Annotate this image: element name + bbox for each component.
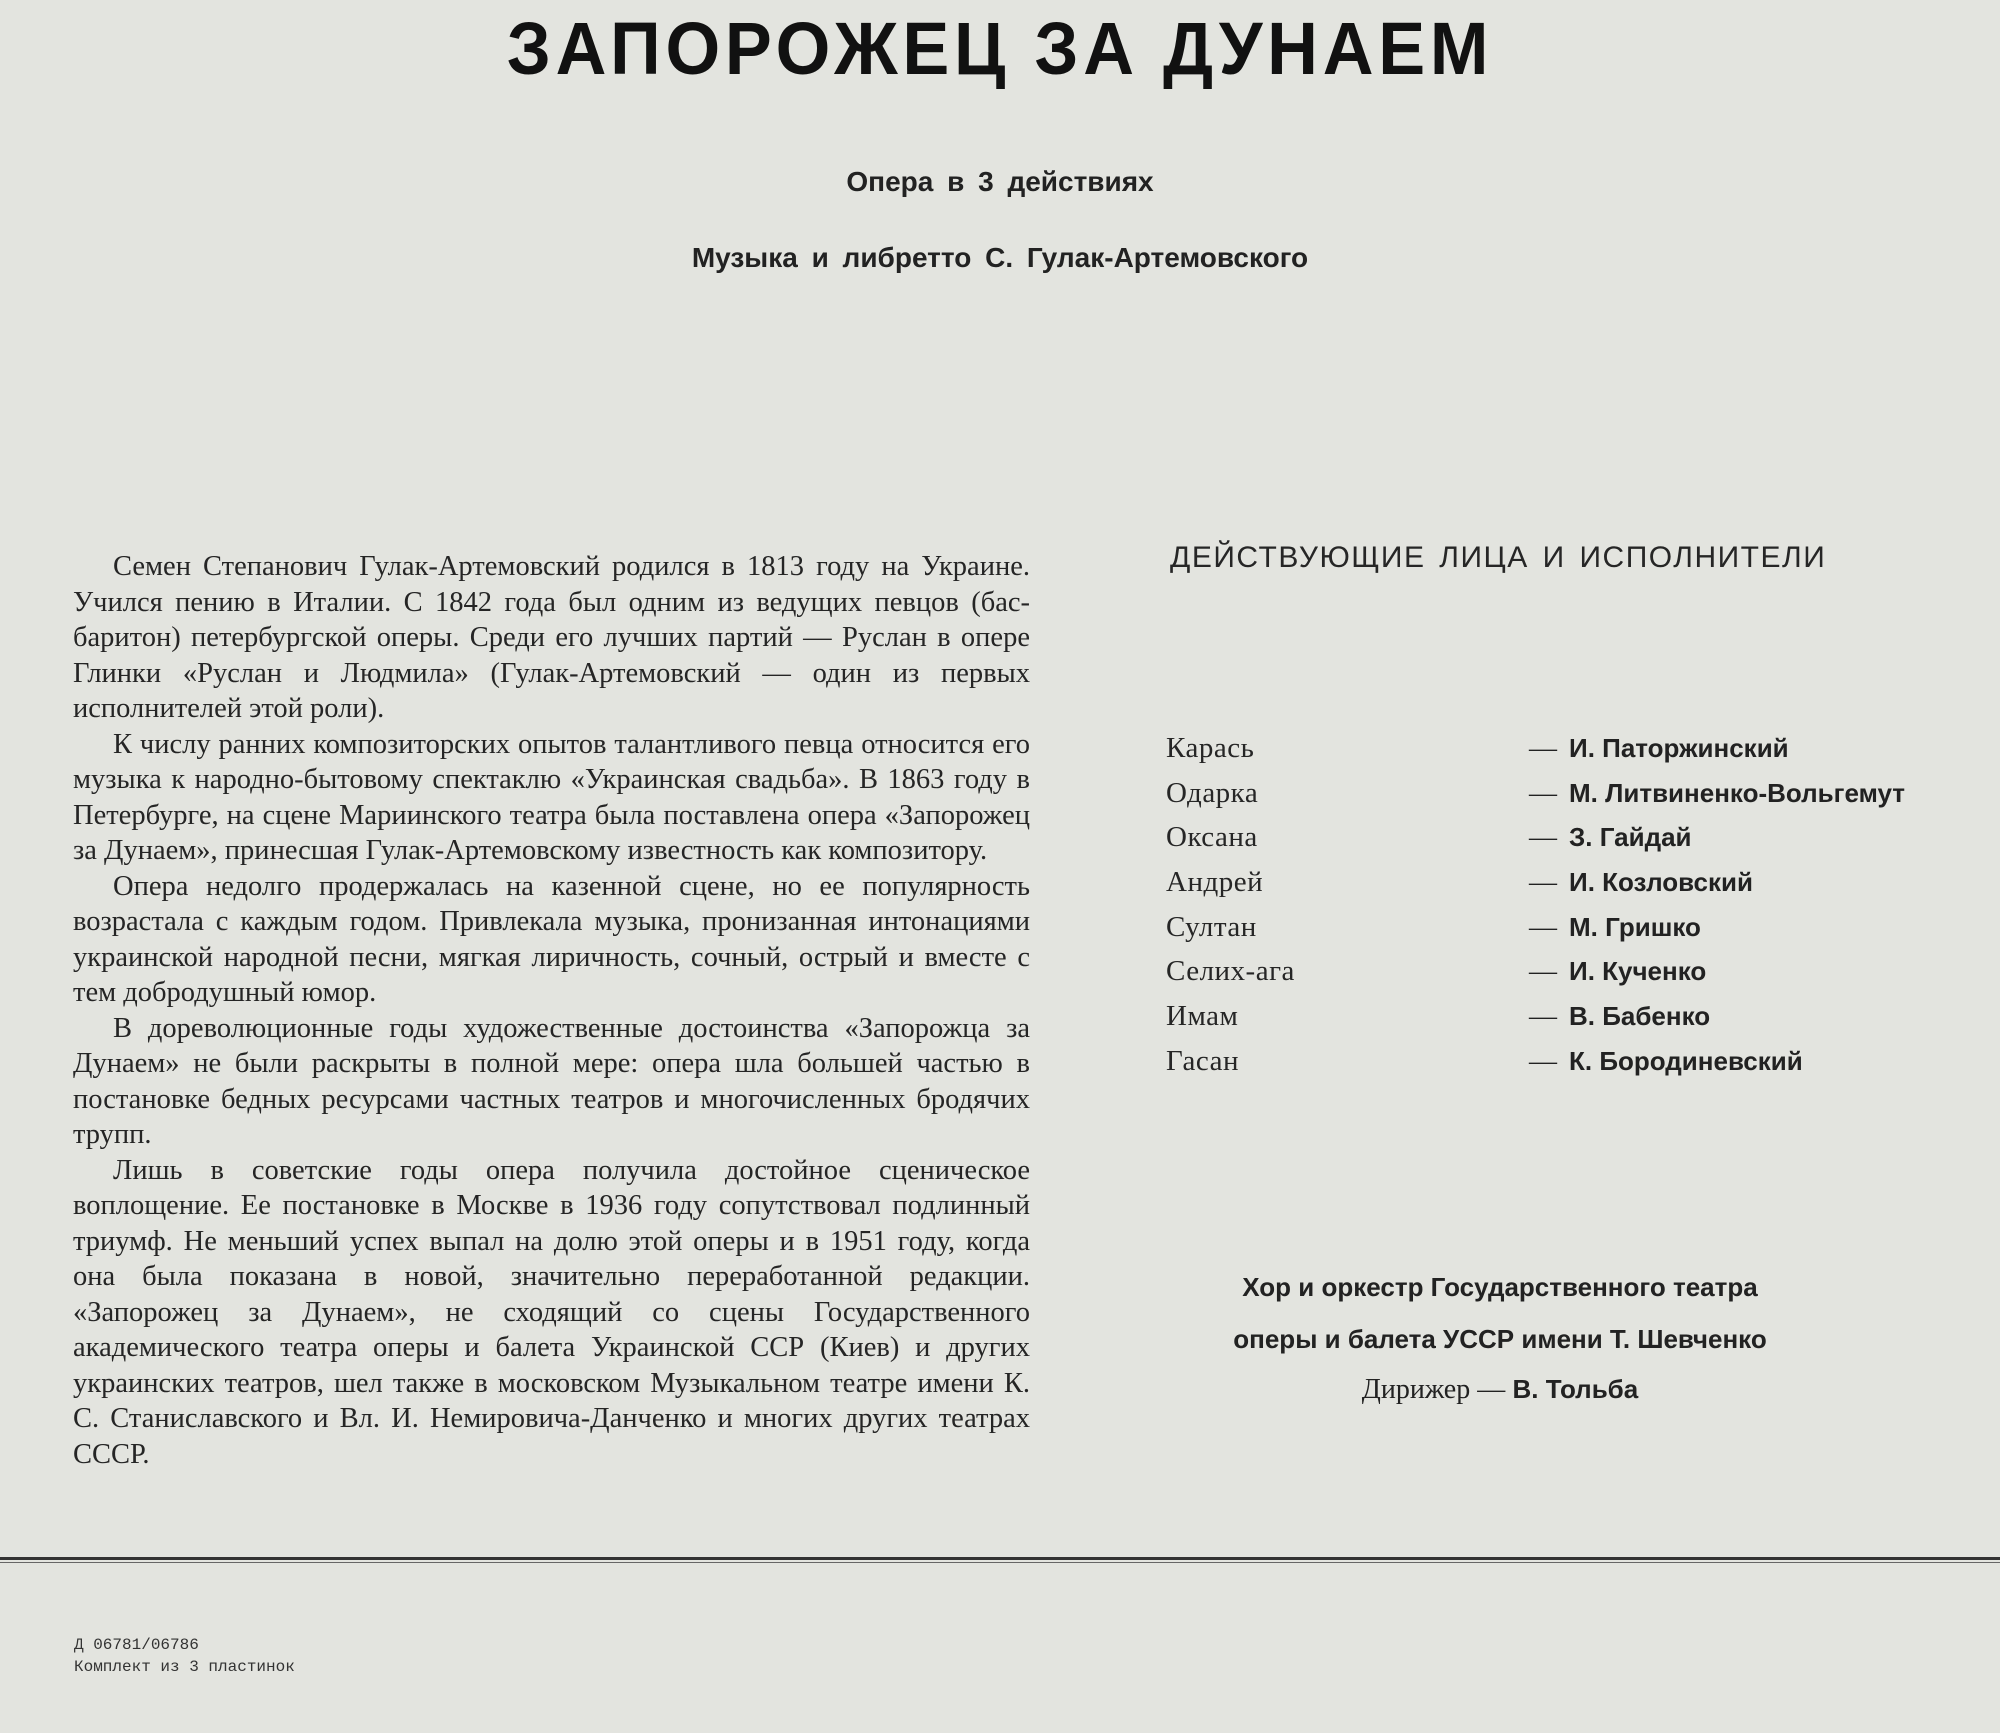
cast-role: Одарка <box>1166 776 1259 809</box>
cast-role: Султан <box>1166 910 1257 943</box>
catalog-number: Д 06781/06786 <box>74 1636 199 1654</box>
cast-performer <box>1529 994 1710 1039</box>
page-title: ЗАПОРОЖЕЦ ЗА ДУНАЕМ <box>506 7 1494 90</box>
cast-performer <box>1529 905 1701 950</box>
article-paragraph: Опера недолго продержалась на казенной сцене, но ее популярность возрастала с каждым годом. Привлекала музыка, пронизанная интонациями украинской народной песни, мягкая лиричность, сочный, острый и вместе с тем добродушный юмор. <box>73 870 1030 1008</box>
cast-role: Гасан <box>1166 1044 1240 1077</box>
dash: — <box>1529 956 1557 988</box>
chorus-credit: Хор и оркестр Государственного театра <box>1242 1272 1758 1302</box>
cast-role: Имам <box>1166 1000 1239 1033</box>
conductor-label: Дирижер — <box>1361 1374 1506 1405</box>
cast-row <box>1166 771 1966 816</box>
cast-row <box>1166 994 1966 1039</box>
opera-subtitle: Опера в 3 действиях <box>846 166 1154 197</box>
cast-row <box>1166 815 1966 860</box>
cast-row <box>1166 726 1966 771</box>
cast-performer <box>1529 815 1692 860</box>
divider-line-thin <box>0 1562 2000 1563</box>
cast-row <box>1166 905 1966 950</box>
article-paragraph: В дореволюционные годы художественные достоинства «Запорожца за Дунаем» не были раскрыты в полной мере: опера шла большей частью в постановке бедных ресурсами частных театров и многочисленных бродячих трупп. <box>73 1012 1030 1150</box>
cast-list <box>1166 726 1966 1084</box>
dash: — <box>1529 733 1557 764</box>
cast-role: Оксана <box>1166 821 1258 854</box>
cast-row <box>1166 860 1966 905</box>
cast-performer <box>1529 726 1789 771</box>
performer-name: К. Бородиневский <box>1569 1045 1803 1076</box>
catalog-info <box>74 1634 295 1678</box>
cast-heading: ДЕЙСТВУЮЩИЕ ЛИЦА И ИСПОЛНИТЕЛИ <box>1170 541 1827 574</box>
dash: — <box>1529 867 1557 899</box>
dash: — <box>1529 777 1557 809</box>
dash: — <box>1529 911 1557 943</box>
set-info: Комплект из 3 пластинок <box>74 1658 295 1676</box>
performer-name: В. Бабенко <box>1569 1001 1711 1032</box>
cast-role: Карась <box>1166 732 1255 764</box>
authors-line: Музыка и либретто С. Гулак-Артемовского <box>691 242 1309 273</box>
article-paragraph: Лишь в советские годы опера получила достойное сценическое воплощение. Ее постановке в Москве в 1936 году сопутствовал подлинный триумф. Не меньший успех выпал на долю этой оперы и в 1951 году, когда она была показана в новой, значительно переработанной редакции. «Запорожец за Дунаем», не сходящий со сцены Государственного академического театра оперы и балета Украинской ССР (Киев) и других украинских театров, шел также в московском Музыкальном театре имени К. С. Станиславского и Вл. И. Немировича-Данченко и многих других театрах СССР. <box>73 1154 1030 1470</box>
cast-performer <box>1529 949 1706 994</box>
article-text <box>73 549 1030 1472</box>
divider-line <box>0 1557 2000 1560</box>
performer-name: М. Литвиненко-Вольгемут <box>1569 777 1905 808</box>
cast-row <box>1166 949 1966 994</box>
cast-row <box>1166 1039 1966 1084</box>
cast-performer <box>1529 1039 1803 1084</box>
performer-name: И. Козловский <box>1569 867 1753 898</box>
article-paragraph: К числу ранних композиторских опытов талантливого певца относится его музыка к народно-бытовому спектаклю «Украинская свадьба». В 1863 году в Петербурге, на сцене Мариинского театра была поставлена опера «Запорожец за Дунаем», принесшая Гулак-Артемовскому известность как композитору. <box>73 728 1030 866</box>
cast-performer <box>1529 860 1753 905</box>
conductor-name: В. Тольба <box>1512 1374 1639 1404</box>
performer-name: И. Кученко <box>1569 956 1707 987</box>
cast-role: Селих-ага <box>1166 955 1295 988</box>
conductor-credit <box>1160 1374 1840 1406</box>
dash: — <box>1529 1045 1557 1077</box>
theatre-credit: оперы и балета УССР имени Т. Шевченко <box>1233 1324 1767 1354</box>
cast-role: Андрей <box>1166 866 1264 899</box>
performer-name: М. Гришко <box>1569 911 1701 942</box>
cast-performer <box>1529 771 1905 816</box>
article-paragraph: Семен Степанович Гулак-Артемовский родился в 1813 году на Украине. Учился пению в Италии. С 1842 года был одним из ведущих певцов (бас-баритон) петербургской оперы. Среди его лучших партий — Руслан в опере Глинки «Руслан и Людмила» (Гулак-Артемовский — один из первых исполнителей этой роли). <box>73 551 1030 724</box>
performer-name: И. Паторжинский <box>1569 733 1789 763</box>
performer-name: З. Гайдай <box>1569 822 1692 853</box>
dash: — <box>1529 1001 1557 1033</box>
dash: — <box>1529 822 1557 854</box>
